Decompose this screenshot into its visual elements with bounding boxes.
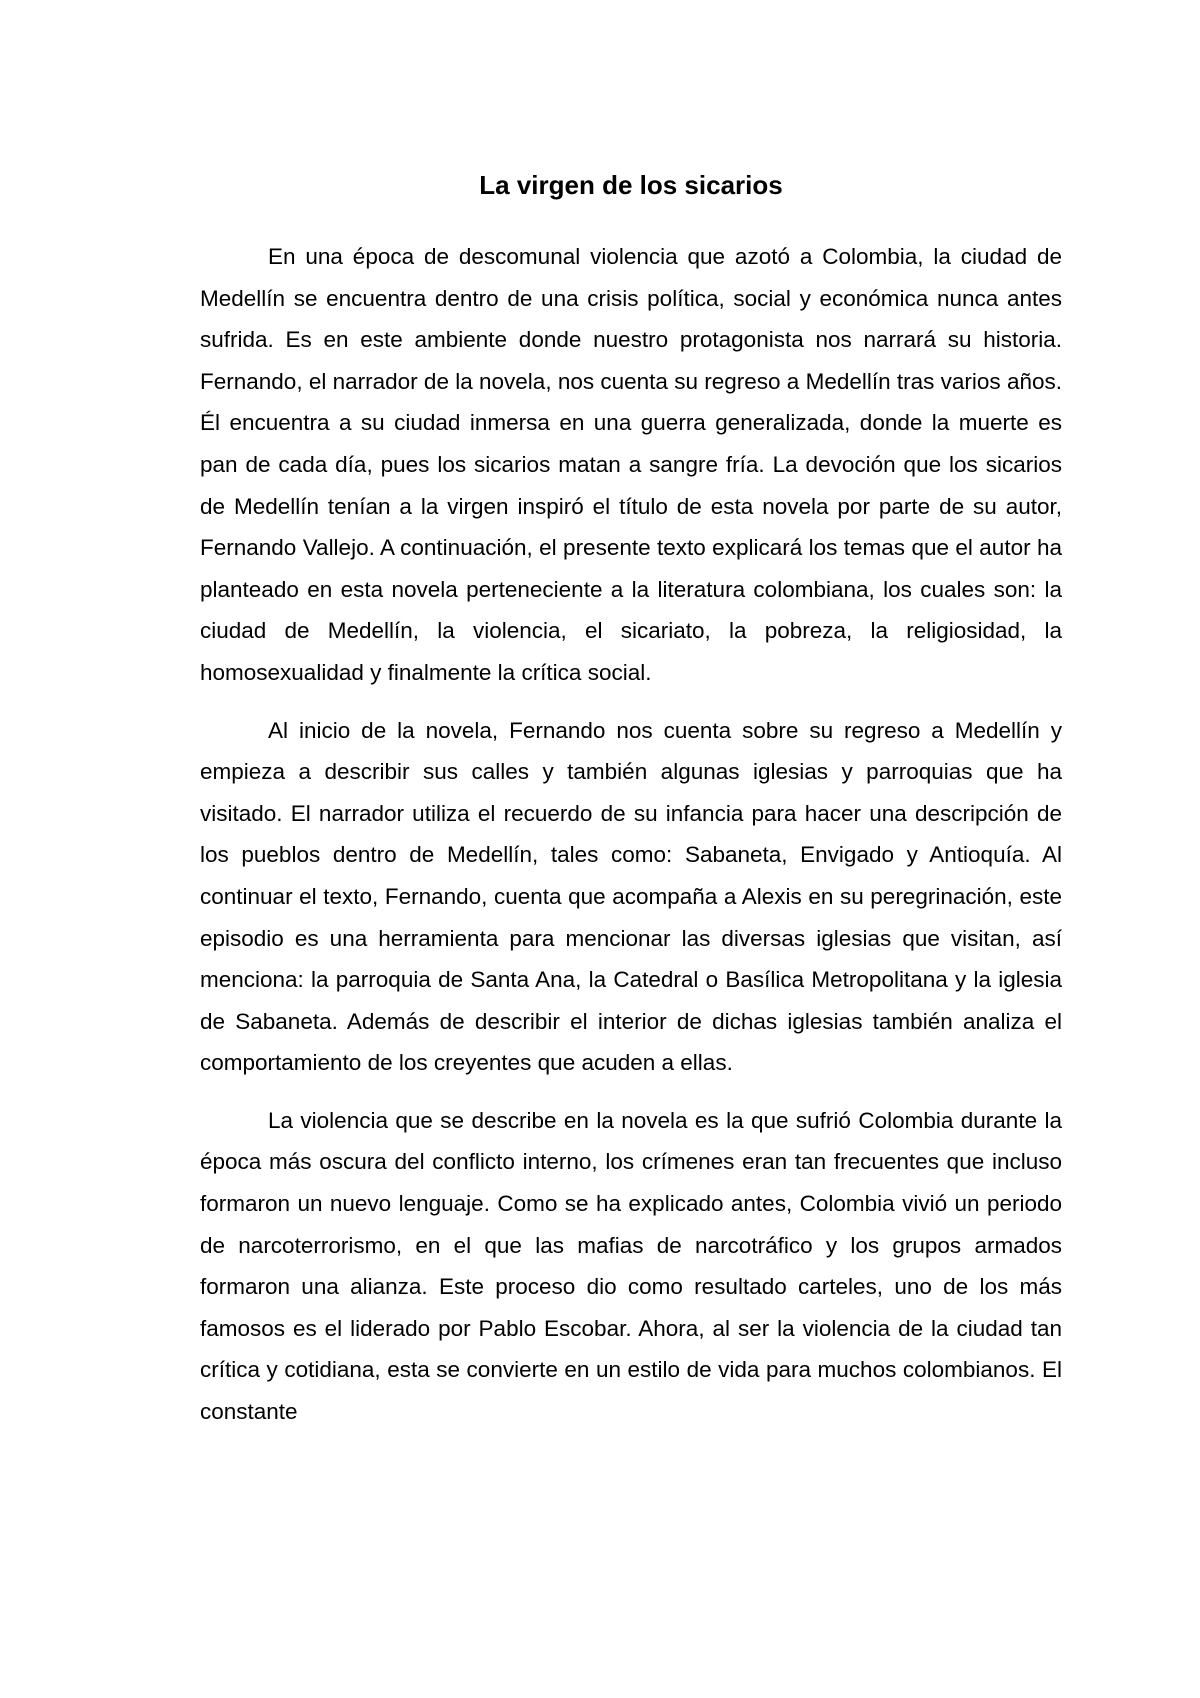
paragraph-2: Al inicio de la novela, Fernando nos cuenta sobre su regreso a Medellín y empieza a describir sus calles y también algunas iglesias y parroquias que ha visitado. El narrador utiliza el recuerdo de su infancia para hacer una descripción de los pueblos dentro de Medellín, tales como: Sabaneta, Envigado y Antioquía. Al continuar el texto, Fernando, cuenta que acompaña a Alexis en su peregrinación, este episodio es una herramienta para mencionar las diversas iglesias que visitan, así menciona: la parroquia de Santa Ana, la Catedral o Basílica Metropolitana y la iglesia de Sabaneta. Además de describir el interior de dichas iglesias también analiza el comportamiento de los creyentes que acuden a ellas.	[200, 717, 1062, 1076]
paragraph-3: La violencia que se describe en la novela es la que sufrió Colombia durante la época más oscura del conflicto interno, los crímenes eran tan frecuentes que incluso formaron un nuevo lenguaje. Como se ha explicado antes, Colombia vivió un periodo de narcoterrorismo, en el que las mafias de narcotráfico y los grupos armados formaron una alianza. Este proceso dio como resultado carteles, uno de los más famosos es el liderado por Pablo Escobar. Ahora, al ser la violencia de la ciudad tan crítica y cotidiana, esta se convierte en un estilo de vida para muchos colombianos. El constante	[200, 1107, 1062, 1425]
paragraph-1: En una época de descomunal violencia que azotó a Colombia, la ciudad de Medellín se encuentra dentro de una crisis política, social y económica nunca antes sufrida. Es en este ambiente donde nuestro protagonista nos narrará su historia. Fernando, el narrador de la novela, nos cuenta su regreso a Medellín tras varios años. Él encuentra a su ciudad inmersa en una guerra generalizada, donde la muerte es pan de cada día, pues los sicarios matan a sangre fría. La devoción que los sicarios de Medellín tenían a la virgen inspiró el título de esta novela por parte de su autor, Fernando Vallejo. A continuación, el presente texto explicará los temas que el autor ha planteado en esta novela perteneciente a la literatura colombiana, los cuales son: la ciudad de Medellín, la violencia, el sicariato, la pobreza, la religiosidad, la homosexualidad y finalmente la crítica social.	[200, 244, 1062, 685]
document-body	[200, 236, 1062, 1433]
document-title: La virgen de los sicarios	[479, 170, 783, 200]
